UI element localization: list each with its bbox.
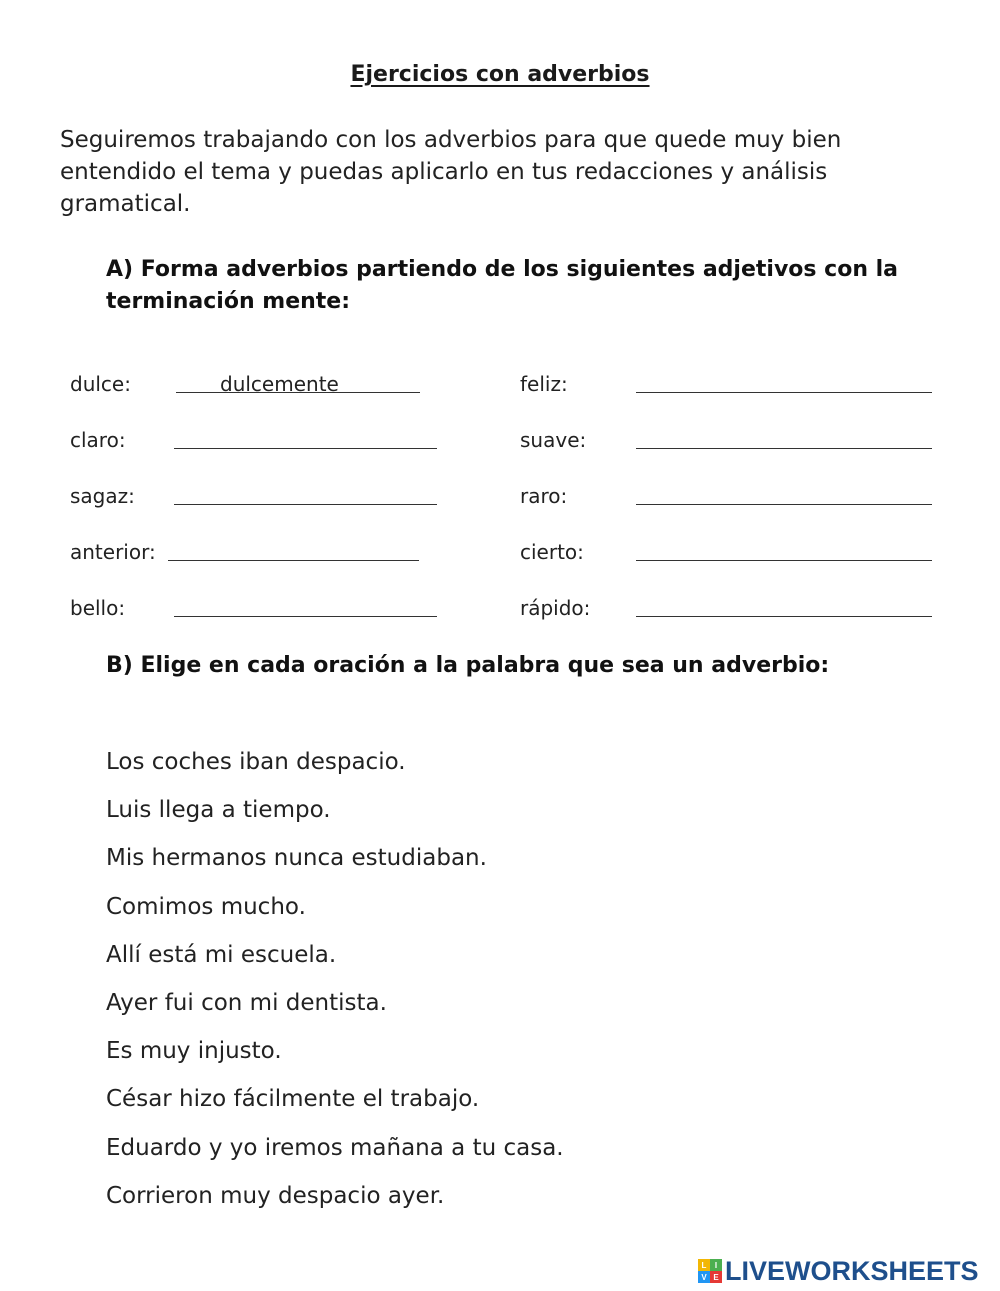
intro-paragraph: Seguiremos trabajando con los adverbios para que quede muy bien entendido el tema y puedas aplicarlo en tus redacciones y análisis gramatical. (60, 127, 842, 217)
sentence-item[interactable]: Comimos mucho. (106, 893, 306, 920)
adjective-label: raro: (520, 484, 568, 508)
answer-blank[interactable] (168, 560, 419, 561)
sentence-item[interactable]: Corrieron muy despacio ayer. (106, 1182, 445, 1209)
liveworksheets-logo-icon (698, 1259, 722, 1283)
exercise-row (520, 596, 935, 626)
exercise-row (520, 540, 935, 570)
adjective-label: rápido: (520, 596, 591, 620)
answer-blank[interactable] (174, 616, 437, 617)
sentence-item[interactable]: César hizo fácilmente el trabajo. (106, 1086, 480, 1113)
exercise-row (70, 484, 440, 514)
adjective-label: sagaz: (70, 484, 135, 508)
exercise-row (70, 540, 440, 570)
exercise-row (70, 372, 430, 402)
sentence-item[interactable]: Eduardo y yo iremos mañana a tu casa. (106, 1134, 564, 1161)
adjective-label: cierto: (520, 540, 584, 564)
worksheet-title: Ejercicios con adverbios (350, 62, 650, 87)
exercise-row (520, 484, 935, 514)
logo-letter-i: I (710, 1259, 722, 1271)
logo-letter-e: E (710, 1271, 722, 1283)
exercise-row (520, 428, 935, 458)
answer-blank[interactable] (636, 560, 932, 561)
answer-blank[interactable] (174, 448, 437, 449)
sentence-item[interactable]: Luis llega a tiempo. (106, 797, 331, 824)
exercise-row (70, 596, 440, 626)
exercise-row (520, 372, 935, 402)
logo-letter-l: L (698, 1259, 710, 1271)
answer-blank[interactable] (174, 504, 437, 505)
adjective-label: feliz: (520, 372, 568, 396)
adjective-label: suave: (520, 428, 587, 452)
adjective-label: bello: (70, 596, 126, 620)
exercise-row (70, 428, 440, 458)
answer-blank[interactable] (636, 448, 932, 449)
answer-blank[interactable] (636, 616, 932, 617)
answer-blank[interactable] (636, 392, 932, 393)
answer-text: dulcemente (220, 372, 339, 396)
sentence-item[interactable]: Mis hermanos nunca estudiaban. (106, 845, 487, 872)
answer-blank[interactable] (636, 504, 932, 505)
adjective-label: anterior: (70, 540, 156, 564)
sentence-item[interactable]: Allí está mi escuela. (106, 941, 337, 968)
liveworksheets-logo (698, 1255, 979, 1287)
sentence-item[interactable]: Es muy injusto. (106, 1038, 282, 1065)
sentence-item[interactable]: Ayer fui con mi dentista. (106, 989, 387, 1016)
section-b-heading: B) Elige en cada oración a la palabra que sea un adverbio: (106, 653, 830, 678)
adjective-label: dulce: (70, 372, 131, 396)
logo-text: LIVEWORKSHEETS (725, 1255, 979, 1286)
logo-letter-v: V (698, 1271, 710, 1283)
adjective-label: claro: (70, 428, 126, 452)
sentence-list (106, 745, 906, 1227)
sentence-item[interactable]: Los coches iban despacio. (106, 749, 406, 775)
section-a-heading: A) Forma adverbios partiendo de los siguientes adjetivos con la terminación mente: (106, 257, 899, 314)
